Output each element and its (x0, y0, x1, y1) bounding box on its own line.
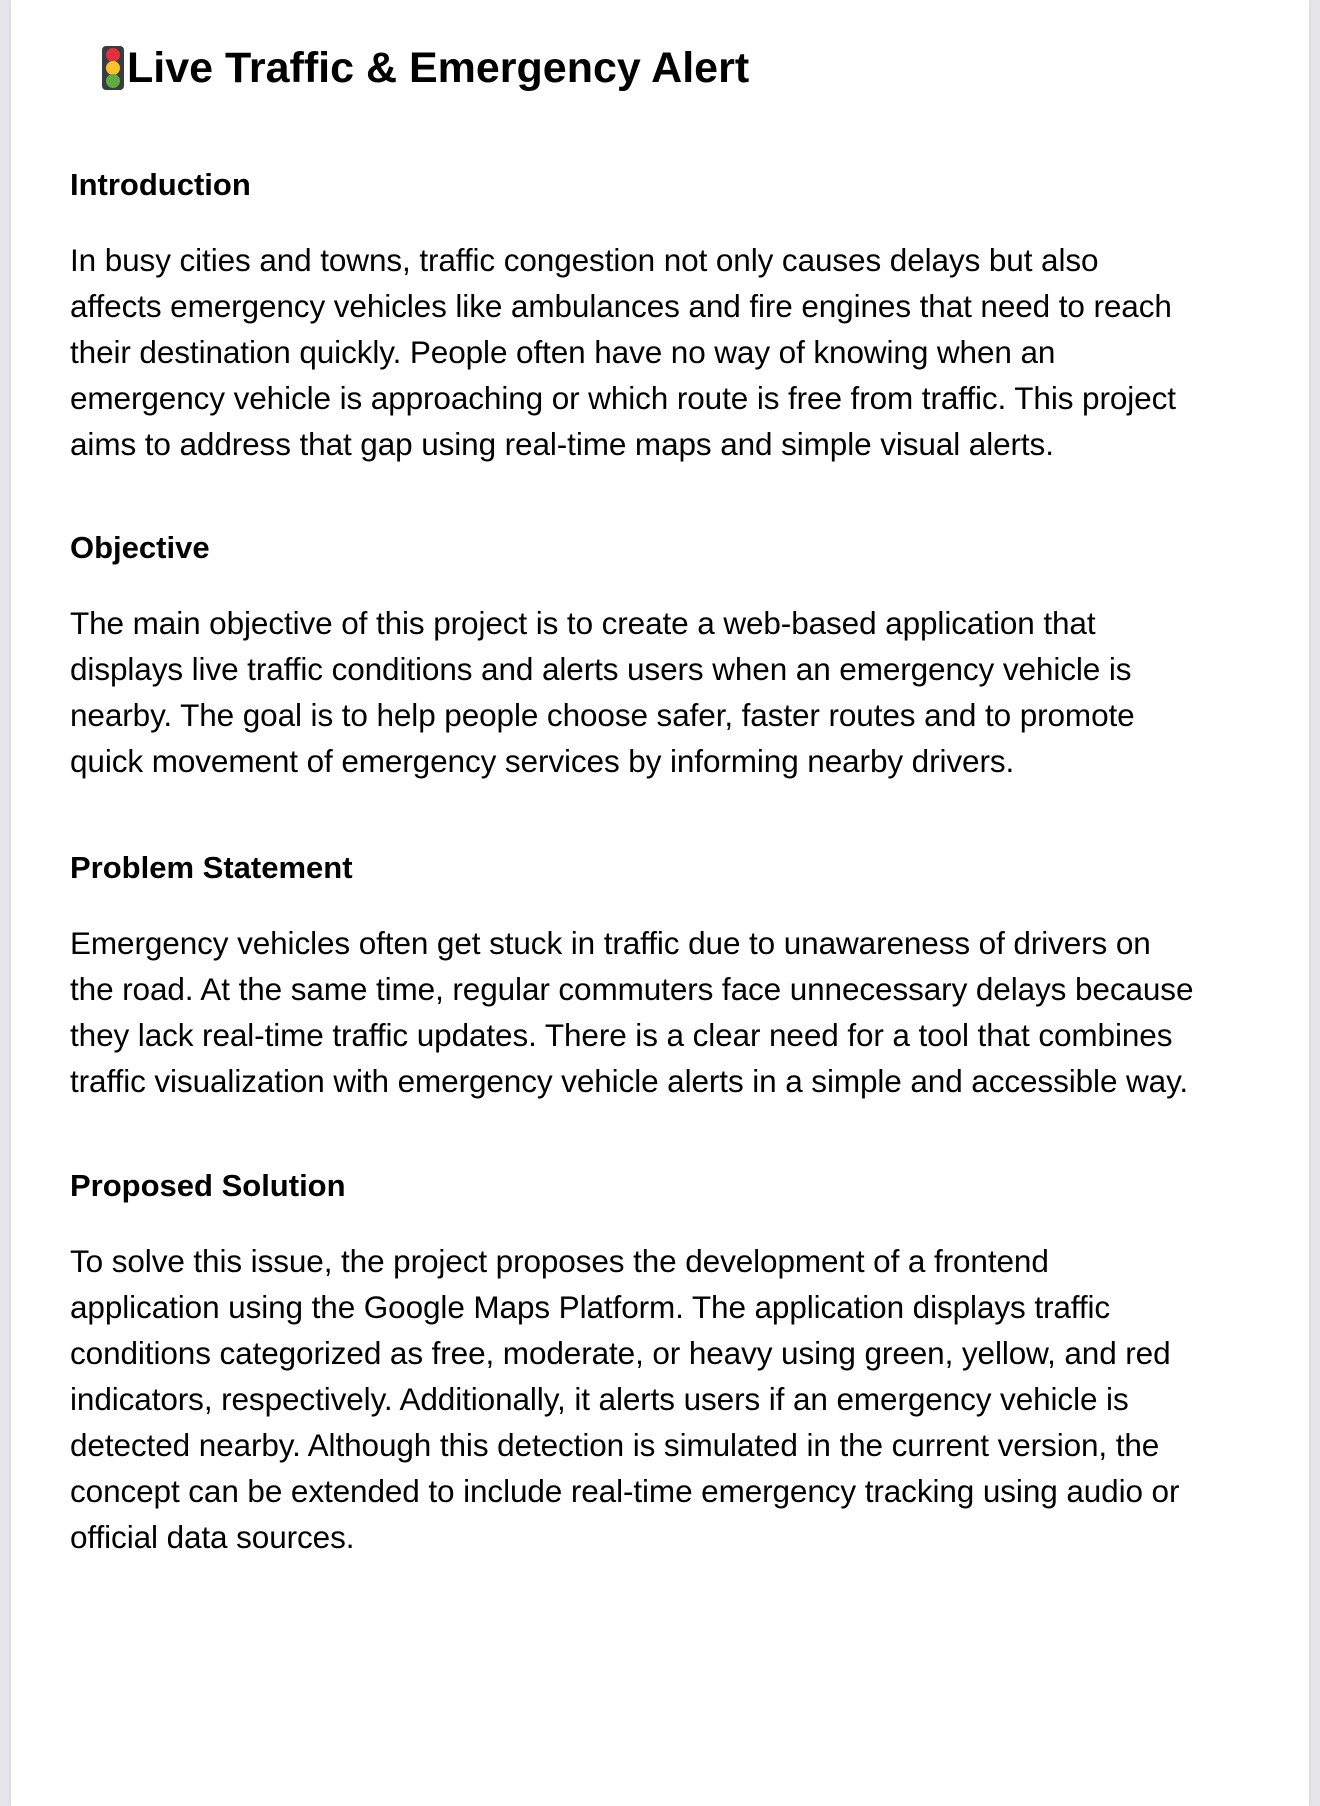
paragraph-line: official data sources. (70, 1519, 355, 1555)
section-heading: Introduction (70, 167, 251, 202)
yellow-light (106, 61, 120, 75)
section-heading: Proposed Solution (70, 1168, 346, 1203)
paragraph-line: concept can be extended to include real-time emergency tracking using audio or (70, 1473, 1180, 1509)
paragraph-line: the road. At the same time, regular commuters face unnecessary delays because (70, 971, 1194, 1007)
paragraph-line: they lack real-time traffic updates. There is a clear need for a tool that combines (70, 1017, 1173, 1053)
green-light (106, 74, 120, 88)
paragraph-line: detected nearby. Although this detection is simulated in the current version, the (70, 1427, 1160, 1463)
section-proposed-solution (70, 1166, 1270, 1560)
paragraph-line: Emergency vehicles often get stuck in traffic due to unawareness of drivers on (70, 925, 1151, 961)
section-paragraph (70, 1238, 1270, 1560)
section-paragraph (70, 920, 1270, 1104)
paragraph-line: traffic visualization with emergency vehicle alerts in a simple and accessible way. (70, 1063, 1189, 1099)
section-introduction (70, 165, 1270, 467)
red-light (106, 48, 120, 62)
paragraph-line: In busy cities and towns, traffic congestion not only causes delays but also (70, 242, 1099, 278)
paragraph-line: indicators, respectively. Additionally, it alerts users if an emergency vehicle is (70, 1381, 1129, 1417)
paragraph-line: their destination quickly. People often have no way of knowing when an (70, 334, 1056, 370)
paragraph-line: application using the Google Maps Platform. The application displays traffic (70, 1289, 1111, 1325)
paragraph-line: aims to address that gap using real-time maps and simple visual alerts. (70, 426, 1054, 462)
document-page (11, 0, 1309, 1806)
section-paragraph (70, 600, 1270, 784)
paragraph-line: emergency vehicle is approaching or which route is free from traffic. This project (70, 380, 1176, 416)
section-heading: Objective (70, 530, 210, 565)
section-problem-statement (70, 848, 1270, 1104)
paragraph-line: affects emergency vehicles like ambulances and fire engines that need to reach (70, 288, 1172, 324)
paragraph-line: The main objective of this project is to create a web-based application that (70, 605, 1096, 641)
paragraph-line: quick movement of emergency services by informing nearby drivers. (70, 743, 1015, 779)
vertical-traffic-light-icon (102, 46, 124, 90)
section-objective (70, 528, 1270, 784)
page-title-text: Live Traffic & Emergency Alert (127, 44, 750, 92)
section-paragraph (70, 237, 1270, 467)
section-heading: Problem Statement (70, 850, 353, 885)
paragraph-line: displays live traffic conditions and alerts users when an emergency vehicle is (70, 651, 1132, 687)
page-title (102, 40, 749, 96)
paragraph-line: nearby. The goal is to help people choose safer, faster routes and to promote (70, 697, 1135, 733)
paragraph-line: conditions categorized as free, moderate, or heavy using green, yellow, and red (70, 1335, 1171, 1371)
paragraph-line: To solve this issue, the project proposes the development of a frontend (70, 1243, 1049, 1279)
